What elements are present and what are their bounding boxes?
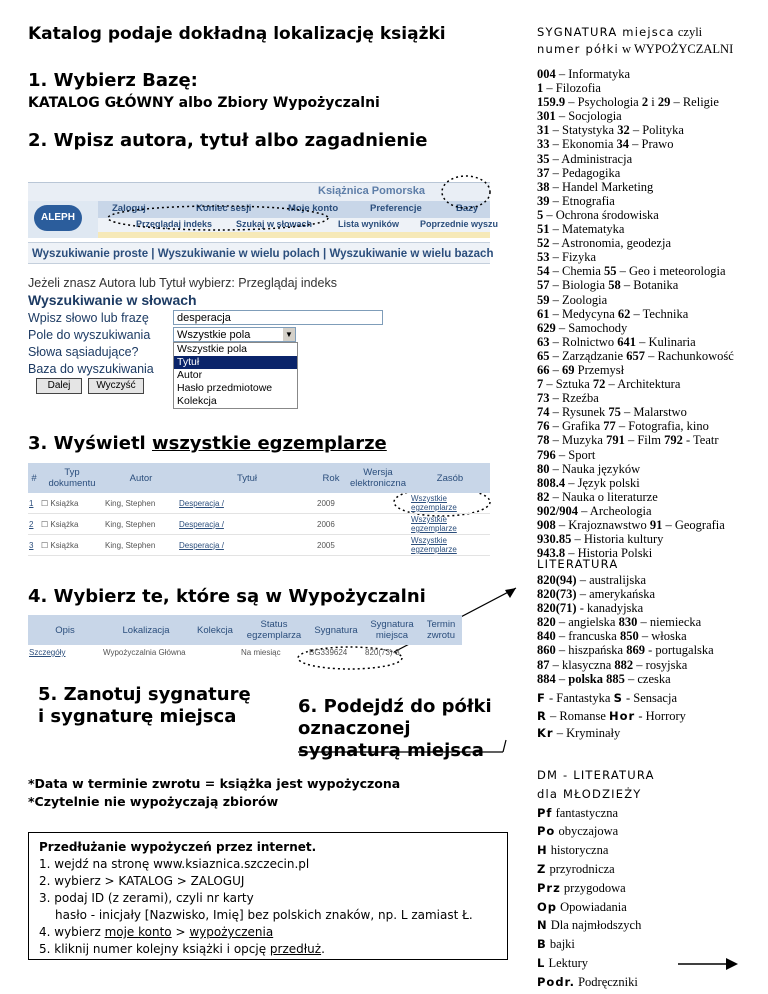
- legend-line: 31 – Statystyka 32 – Polityka: [537, 123, 684, 138]
- table-row: 1 ☐ Książka King, Stephen Desperacja / 2009 Wszystkie egzemplarze: [28, 493, 490, 514]
- legend-line: Pf fantastyczna: [537, 805, 619, 820]
- aleph-logo: ALEPH: [34, 205, 82, 231]
- col-header: Sygnatura: [308, 615, 364, 645]
- menu-bases[interactable]: Bazy: [456, 203, 479, 214]
- phrase-input[interactable]: desperacja: [173, 310, 383, 325]
- legend-line: 902/904 – Archeologia: [537, 503, 652, 518]
- col-header: Tytuł: [178, 463, 316, 493]
- mode-simple[interactable]: Wyszukiwanie proste: [32, 248, 149, 260]
- details-link[interactable]: Szczegóły: [29, 648, 66, 657]
- legend-line: 78 – Muzyka 791 – Film 792 - Teatr: [537, 433, 719, 448]
- col-header: Zasób: [410, 463, 490, 493]
- col-header: Opis: [28, 615, 102, 645]
- legend-line: 820(71) - kanadyjska: [537, 601, 644, 616]
- legend-line: H historyczna: [537, 843, 609, 858]
- legend-line: N Dla najmłodszych: [537, 918, 642, 933]
- signature-list: [537, 67, 762, 560]
- menu-results[interactable]: Lista wyników: [338, 219, 400, 229]
- legend-line: 37 – Pedagogika: [537, 165, 621, 180]
- legend-line: 57 – Biologia 58 – Botanika: [537, 278, 679, 293]
- menu-previous[interactable]: Poprzednie wyszu: [420, 219, 499, 229]
- genre-legend: [537, 690, 762, 743]
- col-header: Termin zwrotu: [420, 615, 462, 645]
- step4-title: 4. Wybierz te, które są w Wypożyczalni: [28, 586, 426, 607]
- table-row: 2 ☐ Książka King, Stephen Desperacja / 2006 Wszystkie egzemplarze: [28, 514, 490, 535]
- form-hint: Jeżeli znasz Autora lub Tytuł wybierz: Przeglądaj indeks: [28, 276, 337, 290]
- clear-button[interactable]: Wyczyść: [88, 378, 144, 394]
- legend-line: 73 – Rzeźba: [537, 391, 599, 406]
- step1-title: 1. Wybierz Bazę:: [28, 70, 198, 91]
- mode-multi-base[interactable]: Wyszukiwanie w wielu bazach: [329, 248, 494, 260]
- menu-logout[interactable]: Koniec sesji: [196, 203, 252, 214]
- legend-line: L Lektury: [537, 955, 589, 970]
- youth-legend: DM - LITERATURA dla MŁODZIEŻY Pf fantastyczna Po obyczajowa H historyczna Z przyrodnicza Prz przygodowa Op Opowiadania N Dla najmłodszych B bajki L Lektury Podr. Podręczniki: [537, 766, 762, 992]
- col-header: Typ dokumentu: [40, 463, 104, 493]
- col-header: Rok: [316, 463, 346, 493]
- legend-line: Po obyczajowa: [537, 824, 619, 839]
- option[interactable]: Autor: [177, 369, 203, 381]
- legend-line: 61 – Medycyna 62 – Technika: [537, 306, 689, 321]
- label-base: Baza do wyszukiwania: [28, 362, 154, 376]
- chevron-down-icon[interactable]: ▼: [283, 328, 295, 341]
- legend-line: 840 – francuska 850 – włoska: [537, 629, 687, 644]
- legend-line: 53 – Fizyka: [537, 250, 597, 265]
- col-header: Sygnatura miejsca: [364, 615, 420, 645]
- legend-line: 76 – Grafika 77 – Fotografia, kino: [537, 419, 709, 434]
- legend-line: 63 – Rolnictwo 641 – Kulinaria: [537, 334, 696, 349]
- literature-list: [537, 573, 762, 686]
- legend-line: 820(94) – australijska: [537, 573, 647, 587]
- legend-line: 943.8 – Historia Polski: [537, 546, 653, 561]
- col-header: Lokalizacja: [102, 615, 190, 645]
- option[interactable]: Hasło przedmiotowe: [177, 382, 273, 394]
- menu-my-account[interactable]: Moje konto: [288, 203, 339, 214]
- results-table: [28, 463, 490, 556]
- legend-line: Kr – Kryminały: [537, 726, 621, 740]
- mode-multi-field[interactable]: Wyszukiwanie w wielu polach: [157, 248, 320, 260]
- legend-line: 35 – Administracja: [537, 151, 633, 166]
- legend-line: 1 – Filozofia: [537, 81, 601, 96]
- col-header: #: [28, 463, 40, 493]
- field-select[interactable]: Wszystkie pola ▼: [173, 327, 296, 342]
- legend-line: Z przyrodnicza: [537, 861, 615, 876]
- legend-line: 54 – Chemia 55 – Geo i meteorologia: [537, 264, 726, 279]
- label-field: Pole do wyszukiwania: [28, 328, 151, 342]
- menu-browse-index[interactable]: Przeglądaj indeks: [136, 219, 213, 229]
- search-modes-bar: Wyszukiwanie proste | Wyszukiwanie w wielu polach | Wyszukiwanie w wielu bazach: [28, 242, 490, 264]
- legend-line: 59 – Zoologia: [537, 292, 608, 307]
- legend-line: 820(73) – amerykańska: [537, 587, 656, 602]
- step3-title: 3. Wyświetl wszystkie egzemplarze: [28, 433, 387, 454]
- legend-line: 629 – Samochody: [537, 320, 628, 335]
- legend-line: B bajki: [537, 937, 575, 952]
- legend-line: 930.85 – Historia kultury: [537, 532, 664, 547]
- legend-line: F - Fantastyka S - Sensacja: [537, 691, 678, 705]
- all-items-link[interactable]: Wszystkie egzemplarze: [410, 514, 490, 535]
- legend-line: 7 – Sztuka 72 – Architektura: [537, 377, 681, 392]
- col-header: Autor: [104, 463, 178, 493]
- all-items-link[interactable]: Wszystkie egzemplarze: [410, 535, 490, 556]
- label-adjacent: Słowa sąsiadujące?: [28, 345, 139, 359]
- col-header: Status egzemplarza: [240, 615, 308, 645]
- legend-line: 796 – Sport: [537, 447, 596, 462]
- legend-line: 51 – Matematyka: [537, 222, 625, 237]
- legend-line: 33 – Ekonomia 34 – Prawo: [537, 137, 674, 152]
- legend-line: Op Opowiadania: [537, 899, 627, 914]
- legend-line: 82 – Nauka o literaturze: [537, 489, 658, 504]
- legend-line: 87 – klasyczna 882 – rosyjska: [537, 657, 688, 672]
- all-items-link[interactable]: Wszystkie egzemplarze: [410, 493, 490, 514]
- legend-line: 80 – Nauka języków: [537, 461, 641, 476]
- col-header: Wersja elektroniczna: [346, 463, 410, 493]
- step2-title: 2. Wpisz autora, tytuł albo zagadnienie: [28, 130, 428, 151]
- legend-line: 884 – polska 885 – czeska: [537, 671, 671, 686]
- option[interactable]: Kolekcja: [177, 395, 217, 407]
- step5: 5. Zanotuj sygnaturę i sygnaturę miejsca: [38, 684, 251, 727]
- legend-line: R – Romanse Hor - Horrory: [537, 708, 686, 723]
- signature-legend: SYGNATURA miejsca czyli numer półki w WYPOŻYCZALNI 004 – Informatyka 1 – Filozofia 159.9 – Psychologia 2 i 29 – Religie 301 – Socjologia 31 – Statystyka 32 – Polityka 33 – Ekonomia 34 – Prawo 35 – Administracja 37 – Pedagogika 38 – Handel Marketing 39 – Etnografia 5 – Ochrona środowiska 51 – Matematyka 52 – Astronomia, geodezja 53 – Fizyka 54 – Chemia 55 – Geo i meteorologia 57 – Biologia 58 – Botanika 59 – Zoologia 61 – Medycyna 62 – Technika 629 – Samochody 63 – Rolnictwo 641 – Kulinaria 65 – Zarządzanie 657 – Rachunkowość 66 – 69 Przemysł 7 – Sztuka 72 – Architektura 73 – Rzeźba 74 – Rysunek 75 – Malarstwo 76 – Grafika 77 – Fotografia, kino 78 – Muzyka 791 – Film 792 - Teatr 796 – Sport 80 – Nauka języków 808.4 – Język polski 82 – Nauka o literaturze 902/904 – Archeologia 908 – Krajoznawstwo 91 – Geografia 930.85 – Historia kultury 943.8 – Historia Polski: [537, 24, 762, 560]
- items-table: [28, 615, 462, 660]
- legend-line: 65 – Zarządzanie 657 – Rachunkowość: [537, 348, 734, 363]
- legend-line: 38 – Handel Marketing: [537, 179, 654, 194]
- legend-line: 820 – angielska 830 – niemiecka: [537, 615, 702, 630]
- menu-word-search[interactable]: Szukaj w słowach: [236, 219, 313, 229]
- notes: *Data w terminie zwrotu = książka jest wypożyczona *Czytelnie nie wypożyczają zbiorów: [28, 776, 401, 809]
- menu-login[interactable]: Zaloguj: [112, 203, 146, 214]
- legend-line: 808.4 – Język polski: [537, 475, 640, 490]
- library-name: Książnica Pomorska: [318, 185, 425, 197]
- form-heading: Wyszukiwanie w słowach: [28, 292, 197, 308]
- legend-line: 5 – Ochrona środowiska: [537, 207, 659, 222]
- step1-subtitle: KATALOG GŁÓWNY albo Zbiory Wypożyczalni: [28, 95, 380, 111]
- legend-line: 52 – Astronomia, geodezja: [537, 236, 671, 251]
- page-title: Katalog podaje dokładną lokalizację książki: [28, 24, 446, 44]
- legend-line: Podr. Podręczniki: [537, 974, 638, 989]
- step6: 6. Podejdź do półki oznaczonej sygnaturą miejsca: [298, 696, 492, 761]
- legend-line: 39 – Etnografia: [537, 193, 615, 208]
- option[interactable]: Wszystkie pola: [177, 343, 248, 355]
- legend-line: 66 – 69 Przemysł: [537, 362, 625, 377]
- menu-preferences[interactable]: Preferencje: [370, 203, 422, 214]
- legend-line: 860 – hiszpańska 869 - portugalska: [537, 643, 714, 658]
- legend-line: 159.9 – Psychologia 2 i 29 – Religie: [537, 95, 719, 110]
- legend-line: 908 – Krajoznawstwo 91 – Geografia: [537, 518, 725, 532]
- go-button[interactable]: Dalej: [36, 378, 82, 394]
- field-options: [173, 342, 298, 409]
- legend-line: 301 – Socjologia: [537, 109, 622, 124]
- literature-legend: LITERATURA 820(94) – australijska 820(73) – amerykańska 820(71) - kanadyjska 820 – angielska 830 – niemiecka 840 – francuska 850 – włoska 860 – hiszpańska 869 - portugalska 87 – klasyczna 882 – rosyjska 884 – polska 885 – czeska: [537, 555, 762, 686]
- table-row: Szczegóły Wypożyczalnia Główna Na miesiąc BG339624 820(73)-3: [28, 645, 462, 660]
- option-selected[interactable]: Tytuł: [174, 356, 297, 369]
- label-phrase: Wpisz słowo lub frazę: [28, 311, 149, 325]
- legend-line: Prz przygodowa: [537, 880, 626, 895]
- table-row: 3 ☐ Książka King, Stephen Desperacja / 2005 Wszystkie egzemplarze: [28, 535, 490, 556]
- renewal-box: Przedłużanie wypożyczeń przez internet. 1. wejdź na stronę www.ksiaznica.szczecin.pl 2. wybierz > KATALOG > ZALOGUJ 3. podaj ID (z zerami), czyli nr karty hasło - inicjały [Nazwisko, Imię] bez polskich znaków, np. L zamiast Ł. 4. wybierz moje konto > wypożyczenia 5. kliknij numer kolejny książki i opcję przedłuż.: [28, 832, 508, 960]
- legend-line: 74 – Rysunek 75 – Malarstwo: [537, 405, 687, 420]
- col-header: Kolekcja: [190, 615, 240, 645]
- legend-line: 004 – Informatyka: [537, 67, 631, 81]
